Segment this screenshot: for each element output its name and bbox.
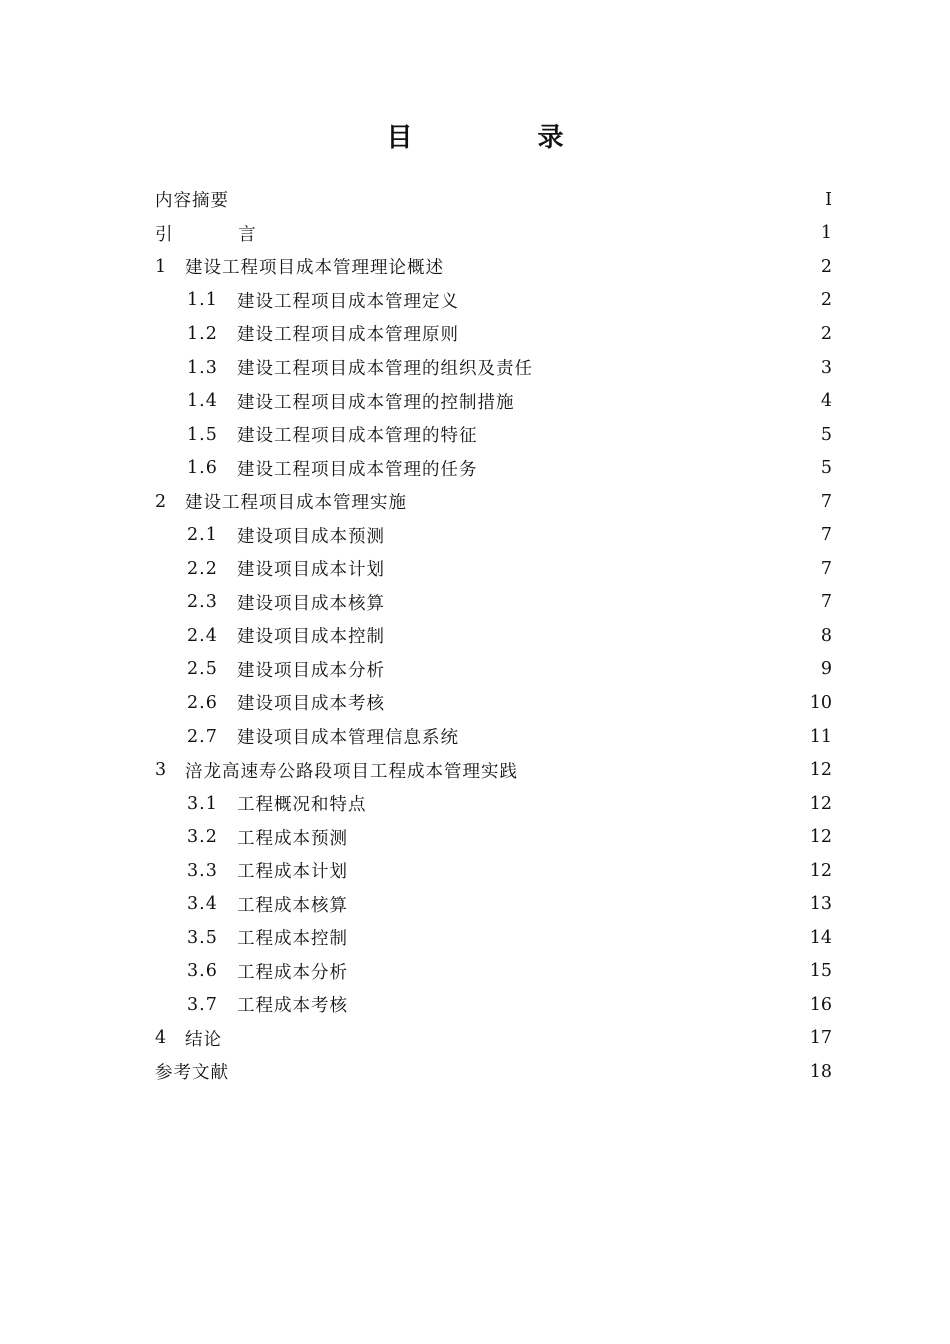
toc-entry [155, 556, 385, 581]
toc-row[interactable] [155, 284, 832, 318]
toc-section-title: 工程成本考核 [237, 996, 348, 1017]
toc-entry [155, 657, 385, 682]
toc-page-number: 7 [820, 491, 832, 512]
toc-entry [155, 254, 444, 279]
toc-row[interactable] [155, 988, 832, 1022]
toc-section-number: 3.7 [187, 994, 218, 1015]
toc-entry [155, 321, 459, 346]
toc-row[interactable] [155, 1055, 832, 1089]
toc-section-number: 2.7 [187, 726, 218, 747]
toc-entry [155, 422, 478, 447]
toc-section-number: 1.4 [187, 391, 218, 412]
toc-section-number: 2.3 [187, 592, 218, 613]
toc-row[interactable] [155, 820, 832, 854]
toc-entry [155, 1059, 229, 1084]
toc-entry [155, 221, 286, 246]
table-of-contents [155, 183, 832, 1089]
toc-section-title: 建设工程项目成本管理的任务 [237, 459, 478, 480]
toc-page-number: 11 [809, 726, 832, 747]
toc-row[interactable] [155, 183, 832, 217]
toc-row[interactable] [155, 418, 832, 452]
toc-section-title: 结论 [185, 1029, 222, 1050]
toc-page-number: 3 [820, 357, 832, 378]
toc-section-title: 工程概况和特点 [237, 795, 367, 816]
toc-row[interactable] [155, 586, 832, 620]
toc-row[interactable] [155, 619, 832, 653]
toc-entry [155, 758, 518, 783]
toc-page-number: 13 [809, 894, 832, 915]
toc-page-number: 2 [820, 256, 832, 277]
toc-page-number: 16 [809, 994, 832, 1015]
toc-section-number: 1.6 [187, 458, 218, 479]
toc-section-title: 建设项目成本计划 [237, 560, 385, 581]
toc-row[interactable] [155, 351, 832, 385]
toc-section-title: 建设工程项目成本管理的控制措施 [237, 392, 515, 413]
toc-page-number: 12 [809, 793, 832, 814]
toc-page-number: 14 [809, 927, 832, 948]
toc-row[interactable] [155, 854, 832, 888]
toc-page-number: 8 [820, 625, 832, 646]
toc-entry [155, 389, 515, 414]
toc-section-title: 建设工程项目成本管理定义 [237, 291, 459, 312]
toc-page-number: 2 [820, 290, 832, 311]
toc-entry [155, 690, 385, 715]
toc-row[interactable] [155, 451, 832, 485]
toc-entry [155, 590, 385, 615]
toc-section-title: 建设项目成本考核 [237, 694, 385, 715]
toc-entry [155, 288, 459, 313]
toc-section-number: 2.6 [187, 692, 218, 713]
toc-section-number: 1.2 [187, 323, 218, 344]
toc-entry [155, 623, 385, 648]
toc-page-number: 5 [820, 424, 832, 445]
toc-section-title: 工程成本预测 [237, 828, 348, 849]
toc-row[interactable] [155, 921, 832, 955]
toc-entry [155, 187, 229, 212]
toc-entry [155, 489, 407, 514]
toc-page-number: 10 [809, 692, 832, 713]
toc-section-number: 3.2 [187, 827, 218, 848]
toc-section-number: 2.4 [187, 625, 218, 646]
toc-page-number: 4 [820, 391, 832, 412]
toc-page-number: 7 [820, 525, 832, 546]
toc-section-title: 建设项目成本管理信息系统 [237, 728, 459, 749]
toc-section-title: 建设工程项目成本管理的组织及责任 [237, 359, 533, 379]
toc-section-title: 建设项目成本预测 [237, 526, 385, 547]
toc-entry [155, 724, 459, 749]
toc-section-title: 工程成本分析 [237, 962, 348, 983]
toc-section-title: 建设工程项目成本管理原则 [237, 325, 459, 346]
toc-entry [155, 858, 348, 883]
toc-entry [155, 892, 348, 917]
page-title: 目 录 [386, 123, 622, 153]
toc-section-title: 引 言 [155, 224, 286, 245]
toc-section-number: 3.3 [187, 860, 218, 881]
toc-section-number: 1.1 [187, 290, 218, 311]
toc-section-number: 2.2 [187, 558, 218, 579]
toc-section-number: 2.1 [187, 525, 218, 546]
toc-section-number: 3.1 [187, 793, 218, 814]
toc-page-number: 17 [809, 1028, 832, 1049]
toc-section-title: 工程成本控制 [237, 929, 348, 950]
toc-section-number: 3 [155, 760, 168, 781]
toc-row[interactable] [155, 1022, 832, 1056]
toc-entry [155, 959, 348, 984]
toc-page-number: 12 [809, 860, 832, 881]
toc-page-number: 7 [820, 592, 832, 613]
toc-entry [155, 992, 348, 1017]
toc-row[interactable] [155, 317, 832, 351]
toc-entry [155, 355, 533, 380]
toc-section-title: 建设项目成本核算 [237, 593, 385, 614]
toc-section-number: 1.3 [187, 357, 218, 378]
toc-row[interactable] [155, 955, 832, 989]
toc-section-number: 3.5 [187, 927, 218, 948]
toc-page-number: 2 [820, 323, 832, 344]
toc-row[interactable] [155, 518, 832, 552]
toc-row[interactable] [155, 753, 832, 787]
toc-page-number: 1 [820, 223, 832, 244]
toc-section-number: 2 [155, 491, 168, 512]
toc-page-number: 5 [820, 458, 832, 479]
toc-row[interactable] [155, 887, 832, 921]
toc-row[interactable] [155, 653, 832, 687]
toc-page-number: 9 [820, 659, 832, 680]
toc-section-number: 4 [155, 1028, 168, 1049]
toc-entry [155, 825, 348, 850]
toc-row[interactable] [155, 250, 832, 284]
toc-section-title: 建设工程项目成本管理理论概述 [185, 258, 444, 279]
toc-entry [155, 456, 478, 481]
toc-section-title: 建设项目成本分析 [237, 660, 385, 681]
toc-section-number: 3.6 [187, 961, 218, 982]
toc-row[interactable] [155, 217, 832, 251]
toc-section-title: 工程成本核算 [237, 895, 348, 916]
toc-section-title: 建设工程项目成本管理的特征 [237, 426, 478, 447]
toc-page-number: 7 [820, 558, 832, 579]
toc-section-title: 工程成本计划 [237, 862, 348, 883]
toc-section-title: 参考文献 [155, 1063, 229, 1084]
toc-section-title: 内容摘要 [155, 191, 229, 212]
toc-section-title: 建设工程项目成本管理实施 [185, 493, 407, 514]
toc-page-number: I [825, 189, 832, 210]
toc-entry [155, 791, 367, 816]
toc-row[interactable] [155, 720, 832, 754]
toc-entry [155, 1026, 222, 1051]
toc-page-number: 18 [809, 1061, 832, 1082]
toc-row[interactable] [155, 384, 832, 418]
toc-entry [155, 523, 385, 548]
toc-section-number: 2.5 [187, 659, 218, 680]
toc-page-number: 12 [809, 827, 832, 848]
toc-section-number: 3.4 [187, 894, 218, 915]
toc-section-number: 1.5 [187, 424, 218, 445]
toc-page-number: 12 [809, 760, 832, 781]
toc-section-title: 涪龙高速寿公路段项目工程成本管理实践 [185, 761, 518, 782]
toc-row[interactable] [155, 485, 832, 519]
toc-section-title: 建设项目成本控制 [237, 627, 385, 648]
toc-row[interactable] [155, 552, 832, 586]
toc-entry [155, 925, 348, 950]
toc-row[interactable] [155, 787, 832, 821]
toc-page-number: 15 [809, 961, 832, 982]
toc-row[interactable] [155, 686, 832, 720]
toc-section-number: 1 [155, 256, 168, 277]
